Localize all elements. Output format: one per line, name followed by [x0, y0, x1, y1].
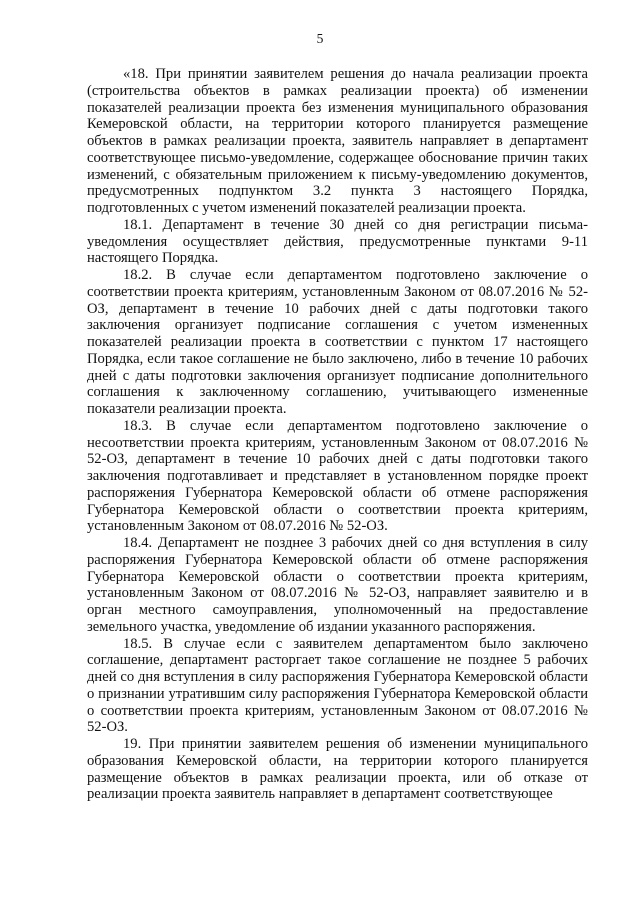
paragraph-19: 19. При принятии заявителем решения об изменении муниципального образования Кемеровской области, на территории которого планируется размещение объектов в рамках реализации проекта, или об отказе от реализации проекта заявитель направляет в департамент соответствующее [87, 736, 588, 803]
paragraph-18-2: 18.2. В случае если департаментом подготовлено заключение о соответствии проекта критериям, установленным Законом от 08.07.2016 № 52-ОЗ, департамент в течение 10 рабочих дней с даты подготовки такого заключения организует подписание соглашения с учетом измененных показателей реализации проекта в соответствии с пунктом 17 настоящего Порядка, если такое соглашение не было заключено, либо в течение 10 рабочих дней с даты подготовки заключения организует подписание дополнительного соглашения к заключенному соглашению, учитывающего измененные показатели реализации проекта. [87, 267, 588, 417]
paragraph-18-1: 18.1. Департамент в течение 30 дней со дня регистрации письма-уведомления осуществляет действия, предусмотренные пунктами 9-11 настоящего Порядка. [87, 216, 588, 267]
paragraph-18-5: 18.5. В случае если с заявителем департаментом было заключено соглашение, департамент расторгает такое соглашение не позднее 5 рабочих дней со дня вступления в силу распоряжения Губернатора Кемеровской области о признании утратившим силу распоряжения Губернатора Кемеровской области о соответствии проекта критериям, установленным Законом от 08.07.2016 № 52-ОЗ. [87, 635, 588, 736]
paragraph-18-4: 18.4. Департамент не позднее 3 рабочих дней со дня вступления в силу распоряжения Губернатора Кемеровской области об отмене распоряжения Губернатора Кемеровской области о соответствии проекта критериям, установленным Законом от 08.07.2016 № 52-ОЗ, направляет заявителю и в орган местного самоуправления, уполномоченный на предоставление земельного участка, уведомление об издании указанного распоряжения. [87, 535, 588, 635]
paragraph-18-3: 18.3. В случае если департаментом подготовлено заключение о несоответствии проекта критериям, установленным Законом от 08.07.2016 № 52-ОЗ, департамент в течение 10 рабочих дней с даты подготовки такого заключения подготавливает и представляет в установленном порядке проект распоряжения Губернатора Кемеровской области об отмене распоряжения Губернатора Кемеровской области о соответствии проекта критериям, установленным Законом от 08.07.2016 № 52-ОЗ. [87, 417, 588, 535]
page-number: 5 [316, 31, 324, 46]
paragraph-18: «18. При принятии заявителем решения до начала реализации проекта (строительства объектов в рамках реализации проекта) об изменении показателей реализации проекта без изменения муниципального образования Кемеровской области, на территории которого планируется размещение объектов в рамках реализации проекта, заявитель направляет в департамент соответствующее письмо-уведомление, содержащее обоснование причин таких изменений, с обязательным приложением к письму-уведомлению документов, предусмотренных подпунктом 3.2 пункта 3 настоящего Порядка, подготовленных с учетом изменений показателей реализации проекта. [87, 66, 588, 216]
document-body [87, 66, 588, 803]
